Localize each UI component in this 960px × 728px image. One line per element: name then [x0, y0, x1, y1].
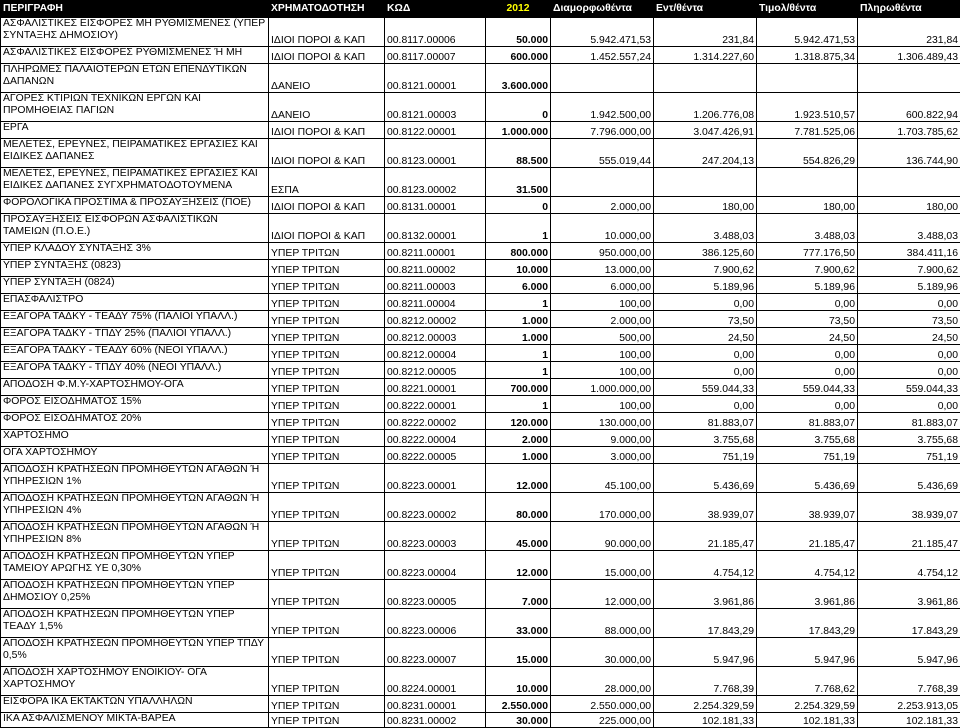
table-row: [1, 345, 960, 362]
cell-code: 00.8223.00002: [385, 493, 486, 522]
cell-2012: 800.000: [486, 243, 551, 260]
cell-2012: 88.500: [486, 139, 551, 168]
cell-committed: 0,00: [654, 345, 757, 362]
cell-description: ΦΟΡΟΣ ΕΙΣΟΔΗΜΑΤΟΣ 20%: [1, 413, 269, 430]
cell-description: ΠΡΟΣΑΥΞΗΣΕΙΣ ΕΙΣΦΟΡΩΝ ΑΣΦΑΛΙΣΤΙΚΩΝ ΤΑΜΕΙΩΝ (Π.Ο.Ε.): [1, 214, 269, 243]
table-row: [1, 277, 960, 294]
cell-code: 00.8122.00001: [385, 122, 486, 139]
table-row: [1, 609, 960, 638]
cell-shaped: 28.000,00: [551, 667, 654, 696]
table-row: [1, 122, 960, 139]
cell-code: 00.8223.00004: [385, 551, 486, 580]
cell-code: 00.8221.00001: [385, 379, 486, 396]
cell-description: ΑΠΟΔΟΣΗ Φ.Μ.Υ-ΧΑΡΤΟΣΗΜΟΥ-ΟΓΑ: [1, 379, 269, 396]
cell-2012: 1: [486, 362, 551, 379]
cell-shaped: 500,00: [551, 328, 654, 345]
col-header-shaped: Διαμορφωθέντα: [551, 1, 654, 18]
cell-committed: 5.947,96: [654, 638, 757, 667]
cell-shaped: 2.550.000,00: [551, 696, 654, 713]
cell-2012: 12.000: [486, 464, 551, 493]
cell-shaped: 10.000,00: [551, 214, 654, 243]
table-row: [1, 379, 960, 396]
cell-funding: ΕΣΠΑ: [269, 168, 385, 197]
cell-code: 00.8223.00006: [385, 609, 486, 638]
cell-description: ΑΠΟΔΟΣΗ ΚΡΑΤΗΣΕΩΝ ΠΡΟΜΗΘΕΥΤΩΝ ΥΠΕΡ ΔΗΜΟΣΙΟΥ 0,25%: [1, 580, 269, 609]
cell-2012: 2.550.000: [486, 696, 551, 713]
cell-funding: ΙΔΙΟΙ ΠΟΡΟΙ & ΚΑΠ: [269, 214, 385, 243]
cell-2012: 1.000.000: [486, 122, 551, 139]
cell-funding: ΥΠΕΡ ΤΡΙΤΩΝ: [269, 447, 385, 464]
cell-code: 00.8231.00002: [385, 713, 486, 728]
cell-shaped: 15.000,00: [551, 551, 654, 580]
cell-committed: 21.185,47: [654, 522, 757, 551]
cell-paid: 102.181,33: [858, 713, 960, 728]
cell-shaped: [551, 64, 654, 93]
table-row: [1, 638, 960, 667]
cell-funding: ΥΠΕΡ ΤΡΙΤΩΝ: [269, 311, 385, 328]
cell-funding: ΥΠΕΡ ΤΡΙΤΩΝ: [269, 522, 385, 551]
cell-paid: 180,00: [858, 197, 960, 214]
cell-description: ΑΠΟΔΟΣΗ ΚΡΑΤΗΣΕΩΝ ΠΡΟΜΗΘΕΥΤΩΝ ΑΓΑΘΩΝ Ή ΥΠΗΡΕΣΙΩΝ 8%: [1, 522, 269, 551]
cell-invoiced: 3.755,68: [757, 430, 858, 447]
cell-description: ΑΠΟΔΟΣΗ ΧΑΡΤΟΣΗΜΟΥ ΕΝΟΙΚΙΟΥ- ΟΓΑ ΧΑΡΤΟΣΗΜΟΥ: [1, 667, 269, 696]
cell-paid: [858, 168, 960, 197]
cell-committed: 102.181,33: [654, 713, 757, 728]
cell-description: ΕΡΓΑ: [1, 122, 269, 139]
cell-shaped: 170.000,00: [551, 493, 654, 522]
table-row: [1, 522, 960, 551]
cell-funding: ΥΠΕΡ ΤΡΙΤΩΝ: [269, 464, 385, 493]
cell-2012: 0: [486, 93, 551, 122]
cell-description: ΑΓΟΡΕΣ ΚΤΙΡΙΩΝ ΤΕΧΝΙΚΩΝ ΕΡΓΩΝ ΚΑΙ ΠΡΟΜΗΘΕΙΑΣ ΠΑΓΙΩΝ: [1, 93, 269, 122]
cell-code: 00.8222.00002: [385, 413, 486, 430]
cell-invoiced: 102.181,33: [757, 713, 858, 728]
table-body: [1, 18, 960, 728]
cell-funding: ΥΠΕΡ ΤΡΙΤΩΝ: [269, 493, 385, 522]
cell-shaped: 12.000,00: [551, 580, 654, 609]
cell-committed: 3.047.426,91: [654, 122, 757, 139]
cell-funding: ΥΠΕΡ ΤΡΙΤΩΝ: [269, 638, 385, 667]
cell-description: ΥΠΕΡ ΣΥΝΤΑΞΗ (0824): [1, 277, 269, 294]
cell-committed: 5.189,96: [654, 277, 757, 294]
cell-invoiced: [757, 64, 858, 93]
cell-funding: ΥΠΕΡ ΤΡΙΤΩΝ: [269, 345, 385, 362]
cell-2012: 31.500: [486, 168, 551, 197]
cell-paid: 17.843,29: [858, 609, 960, 638]
cell-committed: [654, 168, 757, 197]
cell-code: 00.8223.00005: [385, 580, 486, 609]
cell-2012: 700.000: [486, 379, 551, 396]
cell-description: ΑΠΟΔΟΣΗ ΚΡΑΤΗΣΕΩΝ ΠΡΟΜΗΘΕΥΤΩΝ ΑΓΑΘΩΝ Ή ΥΠΗΡΕΣΙΩΝ 4%: [1, 493, 269, 522]
table-row: [1, 139, 960, 168]
cell-description: ΜΕΛΕΤΕΣ, ΕΡΕΥΝΕΣ, ΠΕΙΡΑΜΑΤΙΚΕΣ ΕΡΓΑΣΙΕΣ ΚΑΙ ΕΙΔΙΚΕΣ ΔΑΠΑΝΕΣ: [1, 139, 269, 168]
col-header-funding: ΧΡΗΜΑΤΟΔΟΤΗΣΗ: [269, 1, 385, 18]
cell-committed: [654, 64, 757, 93]
cell-shaped: 30.000,00: [551, 638, 654, 667]
cell-paid: 81.883,07: [858, 413, 960, 430]
table-row: [1, 214, 960, 243]
header-row: [1, 1, 960, 18]
cell-committed: 2.254.329,59: [654, 696, 757, 713]
cell-code: 00.8212.00004: [385, 345, 486, 362]
cell-code: 00.8211.00003: [385, 277, 486, 294]
cell-committed: 3.488,03: [654, 214, 757, 243]
cell-2012: 1: [486, 396, 551, 413]
cell-paid: 24,50: [858, 328, 960, 345]
cell-committed: 231,84: [654, 18, 757, 47]
cell-description: ΑΠΟΔΟΣΗ ΚΡΑΤΗΣΕΩΝ ΠΡΟΜΗΘΕΥΤΩΝ ΑΓΑΘΩΝ Ή ΥΠΗΡΕΣΙΩΝ 1%: [1, 464, 269, 493]
cell-paid: 0,00: [858, 294, 960, 311]
cell-shaped: 1.452.557,24: [551, 47, 654, 64]
cell-funding: ΥΠΕΡ ΤΡΙΤΩΝ: [269, 362, 385, 379]
cell-funding: ΥΠΕΡ ΤΡΙΤΩΝ: [269, 713, 385, 728]
cell-funding: ΥΠΕΡ ΤΡΙΤΩΝ: [269, 551, 385, 580]
cell-invoiced: 21.185,47: [757, 522, 858, 551]
cell-paid: 38.939,07: [858, 493, 960, 522]
cell-description: ΕΞΑΓΟΡΑ ΤΑΔΚΥ - ΤΠΔΥ 25% (ΠΑΛΙΟΙ ΥΠΑΛΛ.): [1, 328, 269, 345]
table-row: [1, 447, 960, 464]
cell-invoiced: 17.843,29: [757, 609, 858, 638]
cell-invoiced: 7.900,62: [757, 260, 858, 277]
cell-invoiced: 5.947,96: [757, 638, 858, 667]
cell-paid: 559.044,33: [858, 379, 960, 396]
cell-funding: ΥΠΕΡ ΤΡΙΤΩΝ: [269, 243, 385, 260]
cell-paid: 7.768,39: [858, 667, 960, 696]
cell-committed: 1.314.227,60: [654, 47, 757, 64]
cell-description: ΟΓΑ ΧΑΡΤΟΣΗΜΟΥ: [1, 447, 269, 464]
cell-invoiced: 180,00: [757, 197, 858, 214]
cell-shaped: 2.000,00: [551, 311, 654, 328]
cell-invoiced: 24,50: [757, 328, 858, 345]
cell-code: 00.8231.00001: [385, 696, 486, 713]
cell-invoiced: 751,19: [757, 447, 858, 464]
cell-code: 00.8212.00003: [385, 328, 486, 345]
cell-description: ΙΚΑ ΑΣΦΑΛΙΣΜΕΝΟΥ ΜΙΚΤΑ-ΒΑΡΕΑ: [1, 713, 269, 728]
cell-description: ΕΞΑΓΟΡΑ ΤΑΔΚΥ - ΤΕΑΔΥ 75% (ΠΑΛΙΟΙ ΥΠΑΛΛ.): [1, 311, 269, 328]
cell-description: ΑΠΟΔΟΣΗ ΚΡΑΤΗΣΕΩΝ ΠΡΟΜΗΘΕΥΤΩΝ ΥΠΕΡ ΤΠΔΥ 0,5%: [1, 638, 269, 667]
cell-invoiced: 38.939,07: [757, 493, 858, 522]
cell-funding: ΙΔΙΟΙ ΠΟΡΟΙ & ΚΑΠ: [269, 122, 385, 139]
cell-funding: ΙΔΙΟΙ ΠΟΡΟΙ & ΚΑΠ: [269, 139, 385, 168]
cell-2012: 0: [486, 197, 551, 214]
cell-committed: 3.961,86: [654, 580, 757, 609]
table-row: [1, 580, 960, 609]
cell-code: 00.8211.00001: [385, 243, 486, 260]
cell-code: 00.8123.00002: [385, 168, 486, 197]
table-row: [1, 311, 960, 328]
cell-funding: ΥΠΕΡ ΤΡΙΤΩΝ: [269, 413, 385, 430]
cell-paid: 0,00: [858, 345, 960, 362]
table-row: [1, 18, 960, 47]
cell-paid: 384.411,16: [858, 243, 960, 260]
cell-2012: 7.000: [486, 580, 551, 609]
cell-invoiced: 0,00: [757, 345, 858, 362]
cell-description: ΑΣΦΑΛΙΣΤΙΚΕΣ ΕΙΣΦΟΡΕΣ ΜΗ ΡΥΘΜΙΣΜΕΝΕΣ (ΥΠΕΡ ΣΥΝΤΑΞΗΣ ΔΗΜΟΣΙΟΥ): [1, 18, 269, 47]
cell-2012: 10.000: [486, 260, 551, 277]
cell-committed: 1.206.776,08: [654, 93, 757, 122]
table-row: [1, 243, 960, 260]
cell-funding: ΥΠΕΡ ΤΡΙΤΩΝ: [269, 277, 385, 294]
cell-committed: 0,00: [654, 294, 757, 311]
cell-2012: 10.000: [486, 667, 551, 696]
table-row: [1, 362, 960, 379]
cell-description: ΕΠΑΣΦΑΛΙΣΤΡΟ: [1, 294, 269, 311]
cell-paid: 0,00: [858, 362, 960, 379]
cell-shaped: [551, 168, 654, 197]
cell-committed: 751,19: [654, 447, 757, 464]
table-row: [1, 197, 960, 214]
cell-invoiced: 0,00: [757, 294, 858, 311]
cell-invoiced: 4.754,12: [757, 551, 858, 580]
cell-description: ΕΙΣΦΟΡΑ ΙΚΑ ΕΚΤΑΚΤΩΝ ΥΠΑΛΛΗΛΩΝ: [1, 696, 269, 713]
cell-funding: ΥΠΕΡ ΤΡΙΤΩΝ: [269, 667, 385, 696]
cell-code: 00.8211.00002: [385, 260, 486, 277]
cell-description: ΑΣΦΑΛΙΣΤΙΚΕΣ ΕΙΣΦΟΡΕΣ ΡΥΘΜΙΣΜΕΝΕΣ Ή ΜΗ: [1, 47, 269, 64]
cell-shaped: 130.000,00: [551, 413, 654, 430]
cell-committed: 7.900,62: [654, 260, 757, 277]
cell-invoiced: 7.768,62: [757, 667, 858, 696]
cell-invoiced: 73,50: [757, 311, 858, 328]
cell-shaped: 100,00: [551, 396, 654, 413]
cell-description: ΑΠΟΔΟΣΗ ΚΡΑΤΗΣΕΩΝ ΠΡΟΜΗΘΕΥΤΩΝ ΥΠΕΡ ΤΕΑΔΥ 1,5%: [1, 609, 269, 638]
cell-code: 00.8223.00007: [385, 638, 486, 667]
cell-2012: 1: [486, 214, 551, 243]
cell-invoiced: 3.488,03: [757, 214, 858, 243]
cell-description: ΦΟΡΟΣ ΕΙΣΟΔΗΜΑΤΟΣ 15%: [1, 396, 269, 413]
cell-shaped: 6.000,00: [551, 277, 654, 294]
cell-invoiced: 559.044,33: [757, 379, 858, 396]
cell-description: ΠΛΗΡΩΜΕΣ ΠΑΛΑΙΟΤΕΡΩΝ ΕΤΩΝ ΕΠΕΝΔΥΤΙΚΩΝ ΔΑΠΑΝΩΝ: [1, 64, 269, 93]
cell-invoiced: 1.318.875,34: [757, 47, 858, 64]
cell-shaped: 1.000.000,00: [551, 379, 654, 396]
cell-shaped: 45.100,00: [551, 464, 654, 493]
cell-code: 00.8223.00003: [385, 522, 486, 551]
cell-invoiced: 3.961,86: [757, 580, 858, 609]
cell-code: 00.8131.00001: [385, 197, 486, 214]
col-header-year: 2012: [486, 1, 551, 18]
cell-committed: 3.755,68: [654, 430, 757, 447]
cell-paid: 3.755,68: [858, 430, 960, 447]
cell-committed: 559.044,33: [654, 379, 757, 396]
cell-committed: 4.754,12: [654, 551, 757, 580]
cell-paid: 3.488,03: [858, 214, 960, 243]
cell-2012: 45.000: [486, 522, 551, 551]
cell-invoiced: 777.176,50: [757, 243, 858, 260]
table-row: [1, 396, 960, 413]
cell-paid: 0,00: [858, 396, 960, 413]
cell-shaped: 950.000,00: [551, 243, 654, 260]
cell-invoiced: 2.254.329,59: [757, 696, 858, 713]
cell-shaped: 9.000,00: [551, 430, 654, 447]
table-row: [1, 551, 960, 580]
col-header-description: ΠΕΡΙΓΡΑΦΗ: [1, 1, 269, 18]
col-header-committed: Εντ/θέντα: [654, 1, 757, 18]
cell-2012: 6.000: [486, 277, 551, 294]
cell-code: 00.8223.00001: [385, 464, 486, 493]
cell-paid: 73,50: [858, 311, 960, 328]
cell-committed: 81.883,07: [654, 413, 757, 430]
cell-shaped: 7.796.000,00: [551, 122, 654, 139]
cell-code: 00.8222.00001: [385, 396, 486, 413]
cell-funding: ΙΔΙΟΙ ΠΟΡΟΙ & ΚΑΠ: [269, 47, 385, 64]
cell-shaped: 13.000,00: [551, 260, 654, 277]
cell-2012: 1.000: [486, 328, 551, 345]
table-row: [1, 260, 960, 277]
cell-invoiced: 1.923.510,57: [757, 93, 858, 122]
table-row: [1, 696, 960, 713]
cell-code: 00.8222.00005: [385, 447, 486, 464]
cell-invoiced: 5.942.471,53: [757, 18, 858, 47]
cell-shaped: 2.000,00: [551, 197, 654, 214]
cell-funding: ΔΑΝΕΙΟ: [269, 64, 385, 93]
cell-committed: 5.436,69: [654, 464, 757, 493]
cell-2012: 1.000: [486, 311, 551, 328]
cell-description: ΥΠΕΡ ΚΛΑΔΟΥ ΣΥΝΤΑΞΗΣ 3%: [1, 243, 269, 260]
cell-code: 00.8121.00003: [385, 93, 486, 122]
table-row: [1, 64, 960, 93]
cell-2012: 120.000: [486, 413, 551, 430]
cell-funding: ΥΠΕΡ ΤΡΙΤΩΝ: [269, 580, 385, 609]
cell-committed: 73,50: [654, 311, 757, 328]
cell-funding: ΥΠΕΡ ΤΡΙΤΩΝ: [269, 379, 385, 396]
table-row: [1, 47, 960, 64]
cell-shaped: 3.000,00: [551, 447, 654, 464]
cell-2012: 80.000: [486, 493, 551, 522]
cell-description: ΑΠΟΔΟΣΗ ΚΡΑΤΗΣΕΩΝ ΠΡΟΜΗΘΕΥΤΩΝ ΥΠΕΡ ΤΑΜΕΙΟΥ ΑΡΩΓΗΣ ΥΕ 0,30%: [1, 551, 269, 580]
cell-code: 00.8212.00002: [385, 311, 486, 328]
cell-committed: 38.939,07: [654, 493, 757, 522]
cell-code: 00.8224.00001: [385, 667, 486, 696]
cell-description: ΜΕΛΕΤΕΣ, ΕΡΕΥΝΕΣ, ΠΕΙΡΑΜΑΤΙΚΕΣ ΕΡΓΑΣΙΕΣ ΚΑΙ ΕΙΔΙΚΕΣ ΔΑΠΑΝΕΣ ΣΥΓΧΡΗΜΑΤΟΔΟΤΟΥΜΕΝΑ: [1, 168, 269, 197]
table-row: [1, 713, 960, 728]
cell-funding: ΔΑΝΕΙΟ: [269, 93, 385, 122]
cell-invoiced: [757, 168, 858, 197]
cell-committed: 0,00: [654, 362, 757, 379]
cell-code: 00.8123.00001: [385, 139, 486, 168]
cell-code: 00.8222.00004: [385, 430, 486, 447]
cell-paid: 136.744,90: [858, 139, 960, 168]
cell-funding: ΥΠΕΡ ΤΡΙΤΩΝ: [269, 430, 385, 447]
cell-shaped: 555.019,44: [551, 139, 654, 168]
table-row: [1, 168, 960, 197]
cell-paid: 3.961,86: [858, 580, 960, 609]
cell-shaped: 225.000,00: [551, 713, 654, 728]
cell-funding: ΥΠΕΡ ΤΡΙΤΩΝ: [269, 328, 385, 345]
table-row: [1, 328, 960, 345]
cell-2012: 15.000: [486, 638, 551, 667]
cell-2012: 2.000: [486, 430, 551, 447]
cell-invoiced: 7.781.525,06: [757, 122, 858, 139]
cell-code: 00.8132.00001: [385, 214, 486, 243]
table-row: [1, 93, 960, 122]
cell-paid: 7.900,62: [858, 260, 960, 277]
cell-2012: 1.000: [486, 447, 551, 464]
cell-paid: 21.185,47: [858, 522, 960, 551]
table-row: [1, 464, 960, 493]
cell-invoiced: 0,00: [757, 396, 858, 413]
cell-invoiced: 0,00: [757, 362, 858, 379]
cell-committed: 24,50: [654, 328, 757, 345]
cell-committed: 386.125,60: [654, 243, 757, 260]
table-row: [1, 294, 960, 311]
cell-description: ΕΞΑΓΟΡΑ ΤΑΔΚΥ - ΤΠΔΥ 40% (ΝΕΟΙ ΥΠΑΛΛ.): [1, 362, 269, 379]
table-row: [1, 493, 960, 522]
cell-code: 00.8212.00005: [385, 362, 486, 379]
cell-paid: 5.189,96: [858, 277, 960, 294]
table-row: [1, 413, 960, 430]
table-row: [1, 667, 960, 696]
cell-paid: 1.703.785,62: [858, 122, 960, 139]
cell-shaped: 90.000,00: [551, 522, 654, 551]
cell-description: ΦΟΡΟΛΟΓΙΚΑ ΠΡΟΣΤΙΜΑ & ΠΡΟΣΑΥΞΗΣΕΙΣ (ΠΟΕ): [1, 197, 269, 214]
cell-description: ΕΞΑΓΟΡΑ ΤΑΔΚΥ - ΤΕΑΔΥ 60% (ΝΕΟΙ ΥΠΑΛΛ.): [1, 345, 269, 362]
cell-shaped: 88.000,00: [551, 609, 654, 638]
col-header-code: ΚΩΔ: [385, 1, 486, 18]
cell-paid: 1.306.489,43: [858, 47, 960, 64]
cell-paid: 2.253.913,05: [858, 696, 960, 713]
cell-funding: ΥΠΕΡ ΤΡΙΤΩΝ: [269, 260, 385, 277]
cell-code: 00.8211.00004: [385, 294, 486, 311]
cell-code: 00.8117.00007: [385, 47, 486, 64]
col-header-invoiced: Τιμολ/θέντα: [757, 1, 858, 18]
cell-funding: ΥΠΕΡ ΤΡΙΤΩΝ: [269, 396, 385, 413]
cell-paid: 5.436,69: [858, 464, 960, 493]
cell-funding: ΥΠΕΡ ΤΡΙΤΩΝ: [269, 696, 385, 713]
cell-invoiced: 81.883,07: [757, 413, 858, 430]
cell-paid: [858, 64, 960, 93]
cell-committed: 247.204,13: [654, 139, 757, 168]
cell-paid: 5.947,96: [858, 638, 960, 667]
cell-2012: 1: [486, 345, 551, 362]
cell-description: ΧΑΡΤΟΣΗΜΟ: [1, 430, 269, 447]
cell-code: 00.8121.00001: [385, 64, 486, 93]
cell-committed: 180,00: [654, 197, 757, 214]
cell-2012: 600.000: [486, 47, 551, 64]
cell-funding: ΥΠΕΡ ΤΡΙΤΩΝ: [269, 609, 385, 638]
col-header-paid: Πληρωθέντα: [858, 1, 960, 18]
cell-committed: 17.843,29: [654, 609, 757, 638]
cell-invoiced: 5.436,69: [757, 464, 858, 493]
cell-committed: 7.768,39: [654, 667, 757, 696]
cell-2012: 30.000: [486, 713, 551, 728]
cell-shaped: 1.942.500,00: [551, 93, 654, 122]
cell-shaped: 100,00: [551, 362, 654, 379]
cell-invoiced: 554.826,29: [757, 139, 858, 168]
cell-paid: 231,84: [858, 18, 960, 47]
cell-code: 00.8117.00006: [385, 18, 486, 47]
cell-description: ΥΠΕΡ ΣΥΝΤΑΞΗΣ (0823): [1, 260, 269, 277]
cell-2012: 33.000: [486, 609, 551, 638]
cell-2012: 50.000: [486, 18, 551, 47]
cell-paid: 4.754,12: [858, 551, 960, 580]
cell-2012: 1: [486, 294, 551, 311]
cell-shaped: 100,00: [551, 345, 654, 362]
cell-committed: 0,00: [654, 396, 757, 413]
cell-funding: ΙΔΙΟΙ ΠΟΡΟΙ & ΚΑΠ: [269, 197, 385, 214]
cell-paid: 600.822,94: [858, 93, 960, 122]
cell-funding: ΙΔΙΟΙ ΠΟΡΟΙ & ΚΑΠ: [269, 18, 385, 47]
cell-2012: 12.000: [486, 551, 551, 580]
table-row: [1, 430, 960, 447]
cell-invoiced: 5.189,96: [757, 277, 858, 294]
cell-2012: 3.600.000: [486, 64, 551, 93]
cell-shaped: 100,00: [551, 294, 654, 311]
cell-funding: ΥΠΕΡ ΤΡΙΤΩΝ: [269, 294, 385, 311]
cell-paid: 751,19: [858, 447, 960, 464]
cell-shaped: 5.942.471,53: [551, 18, 654, 47]
